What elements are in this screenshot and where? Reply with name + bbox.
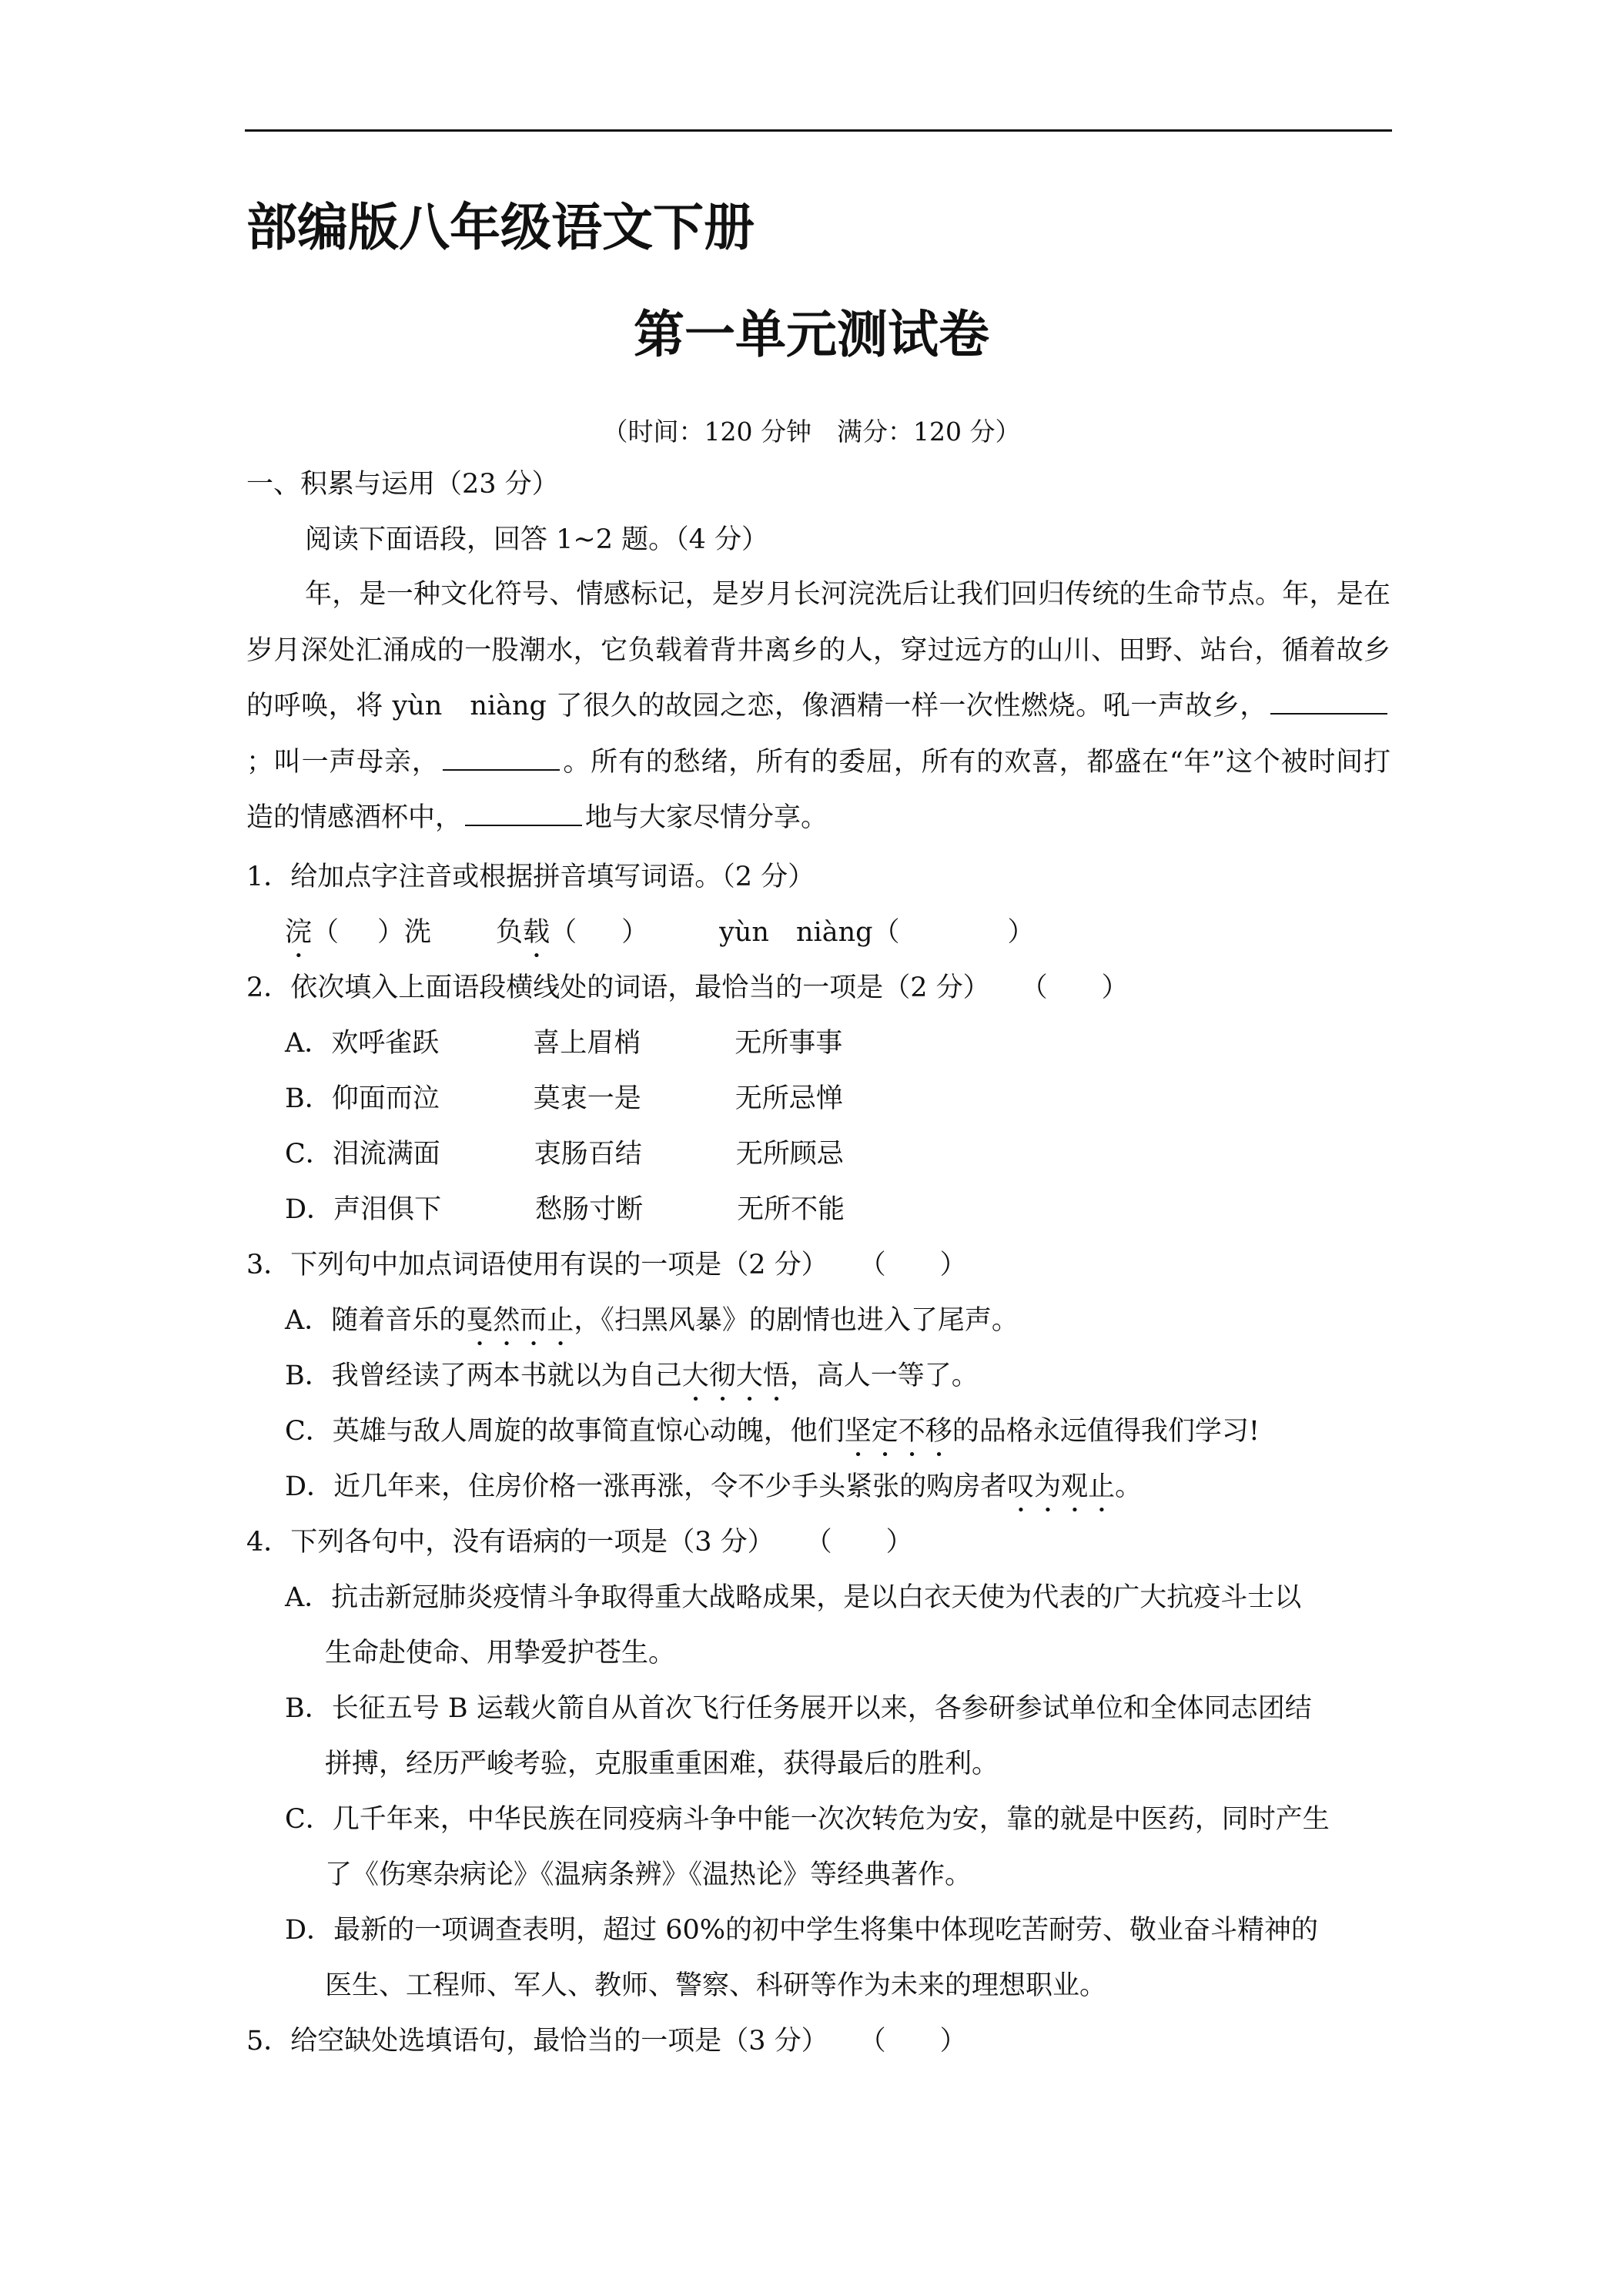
passage-blank-3 xyxy=(465,797,582,826)
passage-text: 年，是一种文化符号、情感标记，是岁月长河浣洗后让我们回归传统的生命节点。年，是在岁月深处汇涌成的一股潮水，它负载着背井离乡的人，穿过远方的山川、田野、站台，循着故乡的呼唤，将 yùn niàng 了很久的故园之恋，像酒精一样一次性燃烧。吼一声故乡， xyxy=(246,579,1390,721)
q3-option-b xyxy=(285,1357,979,1407)
q2-answer-paren: （ ） xyxy=(1020,972,1129,1003)
option-text: ，高人一等了。 xyxy=(789,1361,979,1391)
q4-stem: 4．下列各句中，没有语病的一项是（3 分） xyxy=(246,1527,775,1558)
option-label: B． xyxy=(285,1361,332,1391)
passage-blank-2 xyxy=(443,741,560,771)
q1-char: 负 xyxy=(496,917,524,948)
option-label: C． xyxy=(285,1416,333,1447)
q4-option-a xyxy=(285,1578,1301,1617)
book-title: 部编版八年级语文下册 xyxy=(246,198,755,257)
q4-option-d xyxy=(285,1911,1318,1950)
q2-option-a xyxy=(285,1024,842,1063)
option-word: 无所顾忌 xyxy=(735,1139,844,1170)
option-text: 随着音乐的 xyxy=(331,1305,467,1336)
option-text: 。 xyxy=(1115,1471,1143,1502)
option-word: 仰面而泣 xyxy=(331,1083,440,1114)
option-label: C． xyxy=(285,1139,333,1170)
q5-stem: 5．给空缺处选填语句，最恰当的一项是（3 分） xyxy=(246,2026,828,2057)
q1-paren-close: ）洗 xyxy=(377,917,432,948)
option-label: B． xyxy=(285,1083,332,1114)
option-word: 衷肠百结 xyxy=(534,1139,642,1170)
q4-option-a-cont: 生命赴使命、用挚爱护苍生。 xyxy=(325,1638,676,1668)
option-word: 莫衷一是 xyxy=(533,1083,641,1114)
header-rule xyxy=(245,129,1392,132)
q3-option-c xyxy=(285,1412,1260,1463)
option-text: 英雄与敌人周旋的故事简直惊心动魄，他们 xyxy=(332,1416,845,1447)
option-label: B． xyxy=(285,1693,332,1724)
option-word: 喜上眉梢 xyxy=(533,1028,641,1059)
option-text: 近几年来，住房价格一涨再涨，令不少手头紧张的购房者 xyxy=(333,1471,1008,1502)
option-label: C． xyxy=(285,1804,333,1835)
option-text: 我曾经读了两本书就以为自己 xyxy=(331,1361,682,1391)
q3-option-a xyxy=(285,1301,1019,1352)
q4-option-b xyxy=(285,1689,1312,1728)
q3-stem: 3．下列句中加点词语使用有误的一项是（2 分） xyxy=(246,1250,828,1280)
q2-option-c xyxy=(285,1135,844,1173)
option-text: ，《扫黑风暴》的剧情也进入了尾声。 xyxy=(574,1305,1019,1336)
passage-blank-1 xyxy=(1270,685,1387,715)
passage-text: ；叫一声母亲， xyxy=(246,746,440,778)
q4-stem-line xyxy=(246,1523,913,1561)
passage-text: 地与大家尽情分享。 xyxy=(585,802,828,833)
dotted-phrase: 坚定不移 xyxy=(844,1416,952,1447)
dotted-phrase: 戛然而止 xyxy=(466,1305,574,1336)
option-word: 无所事事 xyxy=(735,1028,843,1059)
q5-answer-paren: （ ） xyxy=(858,2026,967,2057)
q1-paren-close: ） xyxy=(1007,917,1035,948)
option-label: A． xyxy=(285,1305,332,1336)
option-label: D． xyxy=(285,1471,334,1502)
passage-text: 。所有的愁绪，所有的委屈，所有的欢喜，都盛在“年”这个被时间打造的情感酒杯中， xyxy=(246,746,1390,833)
q1-items xyxy=(285,913,1035,964)
test-title: 第一单元测试卷 xyxy=(634,305,989,364)
q4-answer-paren: （ ） xyxy=(805,1527,913,1558)
q4-option-b-cont: 拼搏，经历严峻考验，克服重重困难，获得最后的胜利。 xyxy=(325,1749,999,1779)
option-label: D． xyxy=(285,1915,334,1946)
option-text: 最新的一项调查表明，超过 60%的初中学生将集中体现吃苦耐劳、敬业奋斗精神的 xyxy=(333,1915,1318,1946)
q2-option-b xyxy=(285,1079,843,1118)
q3-answer-paren: （ ） xyxy=(858,1250,967,1280)
q2-stem: 2．依次填入上面语段横线处的词语，最恰当的一项是（2 分） xyxy=(246,972,990,1003)
q4-option-c xyxy=(285,1800,1330,1839)
exam-info: （时间：120 分钟 满分：120 分） xyxy=(602,417,1021,447)
q5-stem-line xyxy=(246,2022,967,2060)
q2-option-d xyxy=(285,1190,845,1229)
q1-paren-open: （ xyxy=(550,917,577,948)
section-heading: 一、积累与运用（23 分） xyxy=(246,469,559,500)
q4-option-c-cont: 了《伤寒杂病论》《温病条辨》《温热论》等经典著作。 xyxy=(325,1859,972,1890)
reading-passage xyxy=(246,567,1390,846)
q1-dotted-char: 载 xyxy=(523,917,550,948)
option-word: 声泪俱下 xyxy=(333,1194,442,1225)
q3-option-d xyxy=(285,1468,1142,1518)
option-word: 欢呼雀跃 xyxy=(331,1028,440,1059)
option-word: 无所忌惮 xyxy=(735,1083,843,1114)
option-text: 长征五号 B 运载火箭自从首次飞行任务展开以来，各参研参试单位和全体同志团结 xyxy=(331,1693,1312,1724)
option-label: A． xyxy=(285,1582,332,1613)
q4-option-d-cont: 医生、工程师、军人、教师、警察、科研等作为未来的理想职业。 xyxy=(325,1970,1107,2001)
option-text: 抗击新冠肺炎疫情斗争取得重大战略成果，是以白衣天使为代表的广大抗疫斗士以 xyxy=(331,1582,1302,1613)
reading-instruction: 阅读下面语段，回答 1~2 题。（4 分） xyxy=(305,524,769,555)
option-word: 无所不能 xyxy=(737,1194,845,1225)
option-text: 的品格永远值得我们学习! xyxy=(952,1416,1260,1447)
q1-pinyin-item: yùn niàng（ xyxy=(719,917,900,948)
q3-stem-line xyxy=(246,1246,967,1284)
q2-stem-line xyxy=(246,969,1129,1007)
option-word: 愁肠寸断 xyxy=(535,1194,644,1225)
option-label: A． xyxy=(285,1028,332,1059)
dotted-phrase: 叹为观止 xyxy=(1007,1471,1116,1502)
option-label: D． xyxy=(285,1194,334,1225)
dotted-phrase: 大彻大悟 xyxy=(681,1361,790,1391)
option-text: 几千年来，中华民族在同疫病斗争中能一次次转危为安，靠的就是中医药，同时产生 xyxy=(332,1804,1330,1835)
q1-dotted-char: 浣 xyxy=(285,917,313,948)
q1-paren-close: ） xyxy=(621,917,649,948)
q1-stem: 1．给加点字注音或根据拼音填写词语。（2 分） xyxy=(246,862,815,892)
option-word: 泪流满面 xyxy=(332,1139,440,1170)
q1-paren-open: （ xyxy=(312,917,340,948)
